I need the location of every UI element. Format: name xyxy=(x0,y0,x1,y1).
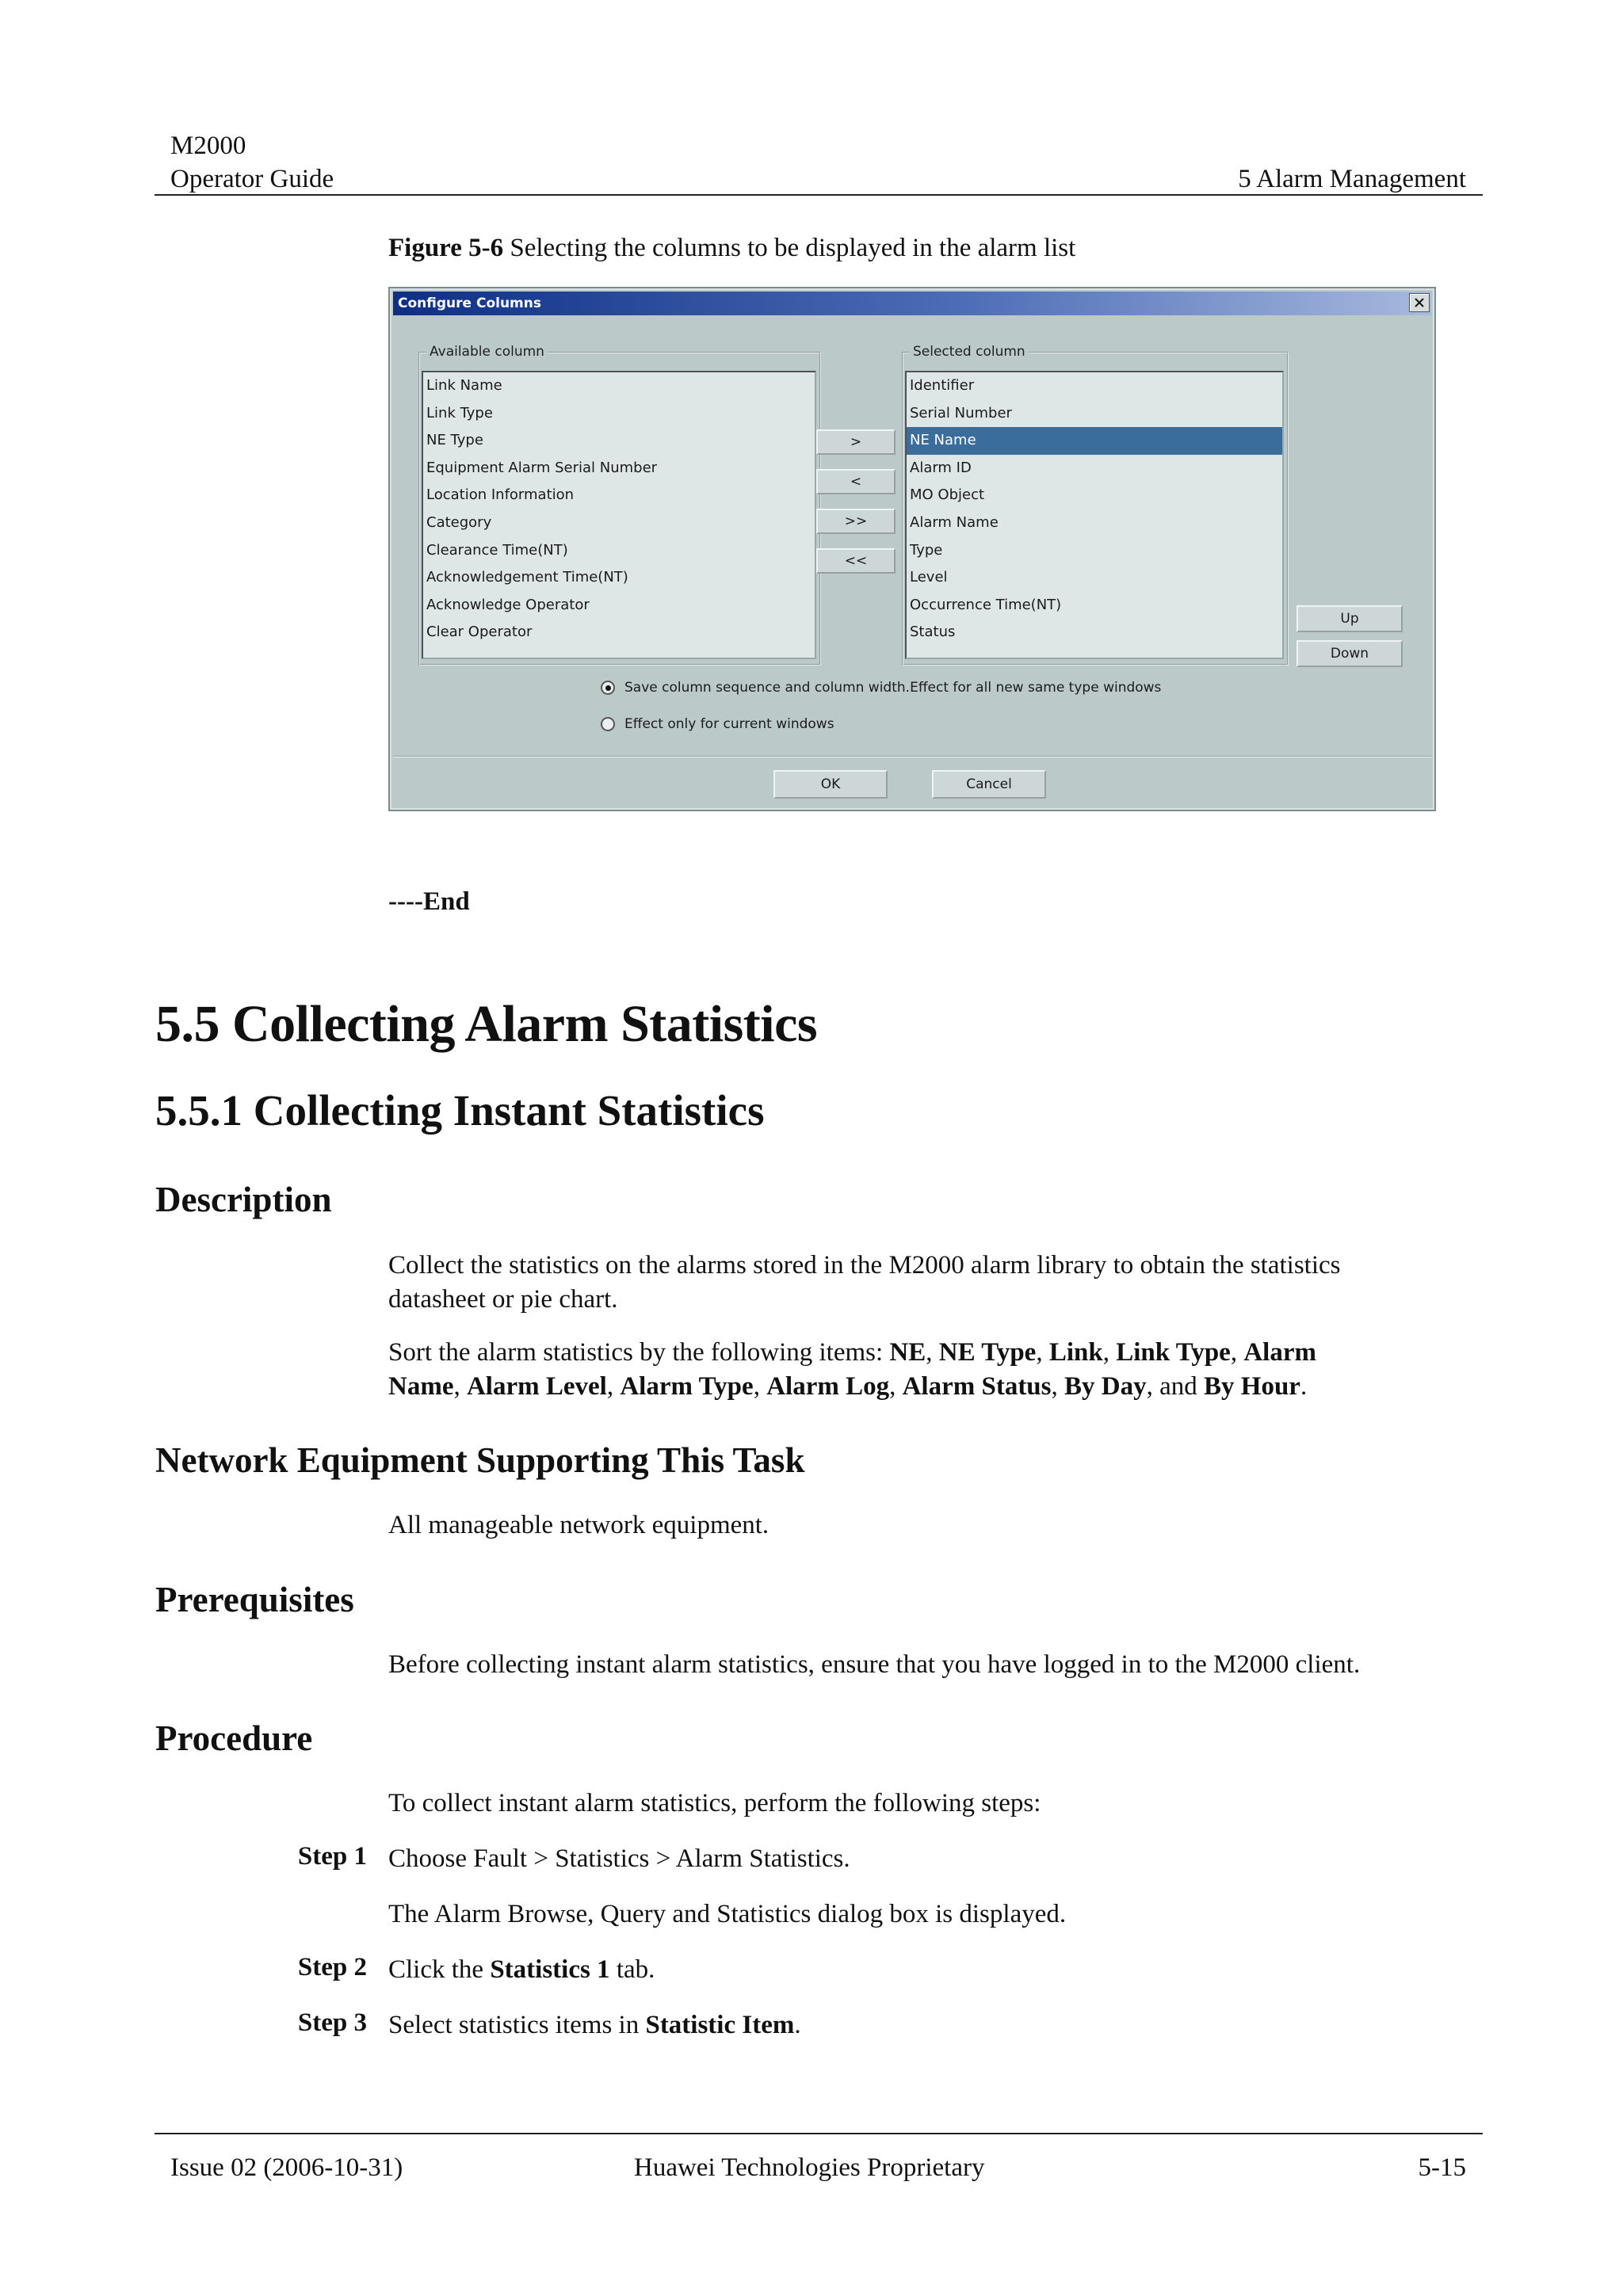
end-marker: ----End xyxy=(388,887,470,916)
step2-text: Click the Statistics 1 tab. xyxy=(388,1955,655,1984)
list-item[interactable]: Acknowledge Operator xyxy=(426,596,590,613)
description-heading: Description xyxy=(155,1180,332,1219)
footer-page-number: 5-15 xyxy=(1418,2153,1466,2182)
close-icon xyxy=(1415,298,1424,307)
list-item[interactable]: Equipment Alarm Serial Number xyxy=(426,459,658,476)
list-item[interactable]: Location Information xyxy=(426,486,575,504)
step3-label: Step 3 xyxy=(297,2008,367,2037)
footer-company: Huawei Technologies Proprietary xyxy=(634,2153,985,2182)
list-item[interactable]: Serial Number xyxy=(910,404,1012,421)
move-left-button[interactable]: < xyxy=(816,469,896,494)
list-item[interactable]: Type xyxy=(910,541,943,559)
option-current-only[interactable] xyxy=(601,716,834,732)
list-item[interactable]: Link Type xyxy=(426,404,493,421)
step1-text: Choose Fault > Statistics > Alarm Statistics. xyxy=(388,1844,850,1873)
footer-issue: Issue 02 (2006-10-31) xyxy=(170,2153,403,2182)
figure-label: Figure 5-6 xyxy=(388,234,504,262)
step3-text: Select statistics items in Statistic Item. xyxy=(388,2011,801,2039)
list-item[interactable]: MO Object xyxy=(910,486,985,504)
available-column-list[interactable] xyxy=(422,371,816,659)
list-item[interactable]: Alarm ID xyxy=(910,459,972,476)
list-item[interactable]: Clearance Time(NT) xyxy=(426,541,568,559)
dialog-title: Configure Columns xyxy=(398,296,541,311)
radio-unchecked-icon[interactable] xyxy=(601,717,615,731)
list-item[interactable]: Occurrence Time(NT) xyxy=(910,596,1062,613)
list-item[interactable]: Acknowledgement Time(NT) xyxy=(426,569,628,586)
list-item[interactable]: Level xyxy=(910,569,948,586)
figure-caption xyxy=(388,234,1075,263)
available-column-label: Available column xyxy=(426,344,548,360)
configure-columns-dialog xyxy=(388,287,1436,811)
section-title: 5.5 Collecting Alarm Statistics xyxy=(155,995,818,1053)
list-item[interactable]: Clear Operator xyxy=(426,624,533,641)
network-heading: Network Equipment Supporting This Task xyxy=(155,1440,805,1480)
step1-label: Step 1 xyxy=(297,1842,367,1871)
dialog-title-bar xyxy=(393,292,1431,315)
list-item[interactable]: Alarm Name xyxy=(910,513,999,531)
header-guide-title: Operator Guide xyxy=(170,165,334,193)
description-para1-line1: Collect the statistics on the alarms stored in the M2000 alarm library to obtain the statistics xyxy=(388,1251,1341,1280)
cancel-button[interactable]: Cancel xyxy=(932,770,1046,799)
selected-column-list[interactable] xyxy=(905,371,1284,659)
option-save-for-all-label: Save column sequence and column width.Effect for all new same type windows xyxy=(624,680,1162,696)
selected-column-label: Selected column xyxy=(910,344,1029,360)
close-button[interactable] xyxy=(1409,293,1430,312)
description-para1-line2: datasheet or pie chart. xyxy=(388,1285,618,1314)
header-chapter: 5 Alarm Management xyxy=(1238,165,1466,193)
list-item[interactable]: Link Name xyxy=(426,377,502,394)
step2-label: Step 2 xyxy=(297,1953,367,1981)
list-item[interactable]: Status xyxy=(910,624,956,641)
ok-button[interactable]: OK xyxy=(773,770,888,799)
move-all-left-button[interactable]: << xyxy=(816,548,896,574)
option-current-only-label: Effect only for current windows xyxy=(624,716,834,732)
option-save-for-all[interactable] xyxy=(601,680,1161,696)
move-right-button[interactable]: > xyxy=(816,429,896,455)
move-all-right-button[interactable]: >> xyxy=(816,509,896,534)
description-para2-line1: Sort the alarm statistics by the following items: NE, NE Type, Link, Link Type, Alarm xyxy=(388,1338,1316,1367)
list-item-selected[interactable]: NE Name xyxy=(907,427,1282,455)
dialog-separator xyxy=(393,756,1431,757)
step1-result: The Alarm Browse, Query and Statistics dialog box is displayed. xyxy=(388,1900,1067,1928)
list-item[interactable]: Identifier xyxy=(910,377,975,394)
subsection-title: 5.5.1 Collecting Instant Statistics xyxy=(155,1086,765,1135)
list-item[interactable]: NE Type xyxy=(426,432,483,449)
network-text: All manageable network equipment. xyxy=(388,1511,769,1539)
header-rule xyxy=(155,194,1483,196)
up-button[interactable]: Up xyxy=(1296,605,1403,632)
prerequisites-heading: Prerequisites xyxy=(155,1580,354,1619)
prerequisites-text: Before collecting instant alarm statistics, ensure that you have logged in to the M2000 client. xyxy=(388,1650,1361,1679)
footer-rule xyxy=(155,2133,1483,2134)
description-para2-line2: Name, Alarm Level, Alarm Type, Alarm Log, Alarm Status, By Day, and By Hour. xyxy=(388,1372,1308,1401)
figure-caption-text: Selecting the columns to be displayed in the alarm list xyxy=(503,234,1076,262)
header-product: M2000 xyxy=(170,132,246,160)
list-item[interactable]: Category xyxy=(426,513,492,531)
procedure-intro: To collect instant alarm statistics, perform the following steps: xyxy=(388,1789,1041,1817)
down-button[interactable]: Down xyxy=(1296,640,1403,667)
radio-checked-icon[interactable] xyxy=(601,681,615,695)
procedure-heading: Procedure xyxy=(155,1718,313,1758)
